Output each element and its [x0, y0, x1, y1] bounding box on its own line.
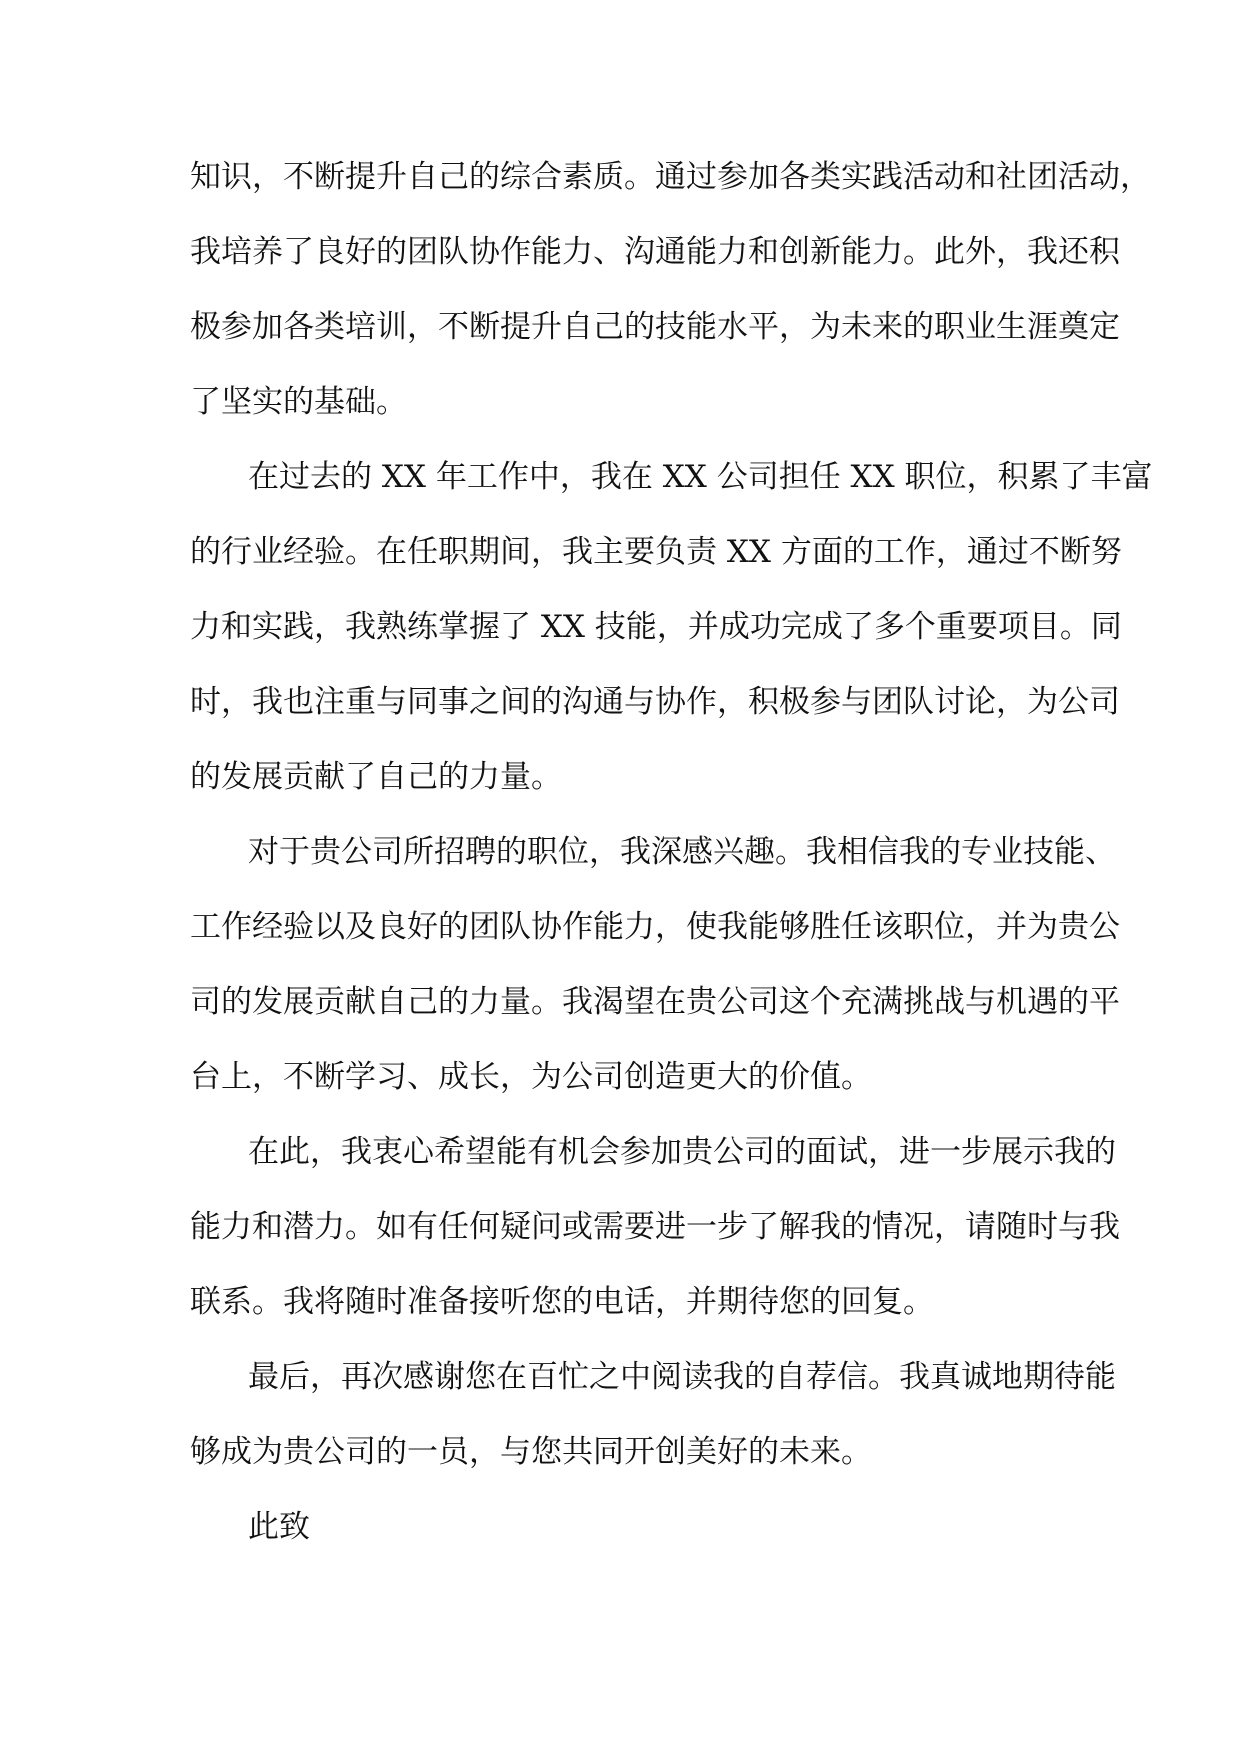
- body-line: 我培养了良好的团队协作能力、沟通能力和创新能力。此外，我还积: [190, 234, 1120, 270]
- body-line: 时，我也注重与同事之间的沟通与协作，积极参与团队讨论，为公司: [190, 684, 1120, 720]
- body-line: 台上，不断学习、成长，为公司创造更大的价值。: [190, 1059, 872, 1095]
- body-line: 在此，我衷心希望能有机会参加贵公司的面试，进一步展示我的: [248, 1134, 1116, 1170]
- body-line: 能力和潜力。如有任何疑问或需要进一步了解我的情况，请随时与我: [190, 1209, 1120, 1245]
- body-line: 力和实践，我熟练掌握了 XX 技能，并成功完成了多个重要项目。同: [190, 609, 1122, 645]
- body-line: 对于贵公司所招聘的职位，我深感兴趣。我相信我的专业技能、: [248, 834, 1116, 870]
- body-line: 极参加各类培训，不断提升自己的技能水平，为未来的职业生涯奠定: [190, 309, 1120, 345]
- body-line: 在过去的 XX 年工作中，我在 XX 公司担任 XX 职位，积累了丰富: [248, 459, 1153, 495]
- body-line: 最后，再次感谢您在百忙之中阅读我的自荐信。我真诚地期待能: [248, 1359, 1116, 1395]
- salutation-line: 此致: [248, 1509, 310, 1545]
- body-line: 联系。我将随时准备接听您的电话，并期待您的回复。: [190, 1284, 934, 1320]
- body-line: 司的发展贡献自己的力量。我渴望在贵公司这个充满挑战与机遇的平: [190, 984, 1120, 1020]
- body-line: 了坚实的基础。: [190, 384, 407, 420]
- body-line: 知识，不断提升自己的综合素质。通过参加各类实践活动和社团活动，: [190, 159, 1151, 195]
- body-line: 的发展贡献了自己的力量。: [190, 759, 562, 795]
- body-line: 的行业经验。在任职期间，我主要负责 XX 方面的工作，通过不断努: [190, 534, 1122, 570]
- letter-body: [190, 140, 1153, 1565]
- body-line: 够成为贵公司的一员，与您共同开创美好的未来。: [190, 1434, 872, 1470]
- body-line: 工作经验以及良好的团队协作能力，使我能够胜任该职位，并为贵公: [190, 909, 1120, 945]
